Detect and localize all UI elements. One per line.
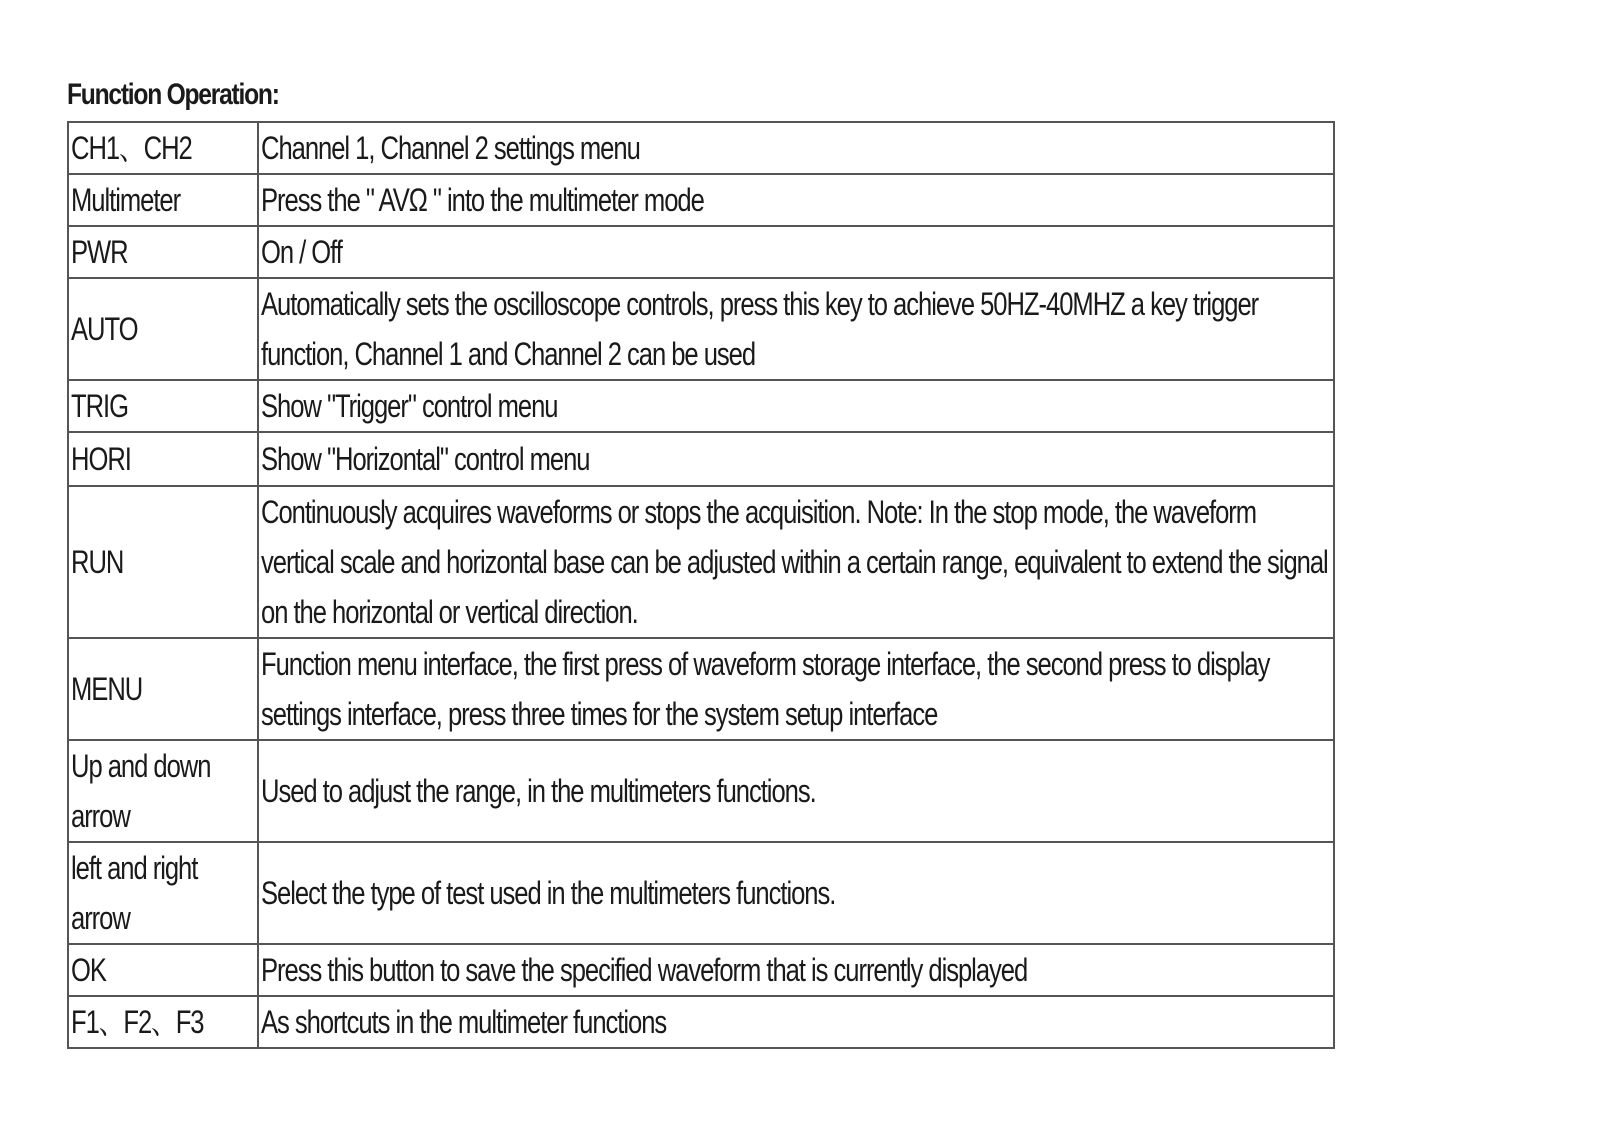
function-description: Continuously acquires waveforms or stops the acquisition. Note: In the stop mode, the waveform vertical scale and horizontal base can be adjusted within a certain range, equivalent to extend the signal on the horizontal or vertical direction. xyxy=(261,494,1328,630)
function-description: Function menu interface, the first press of waveform storage interface, the second press to display settings interface, press three times for the system setup interface xyxy=(261,646,1270,732)
function-key-cell xyxy=(68,174,258,226)
function-description-cell xyxy=(258,996,1334,1048)
function-key-cell xyxy=(68,432,258,486)
function-key: PWR xyxy=(71,234,128,270)
function-description: Used to adjust the range, in the multimeters functions. xyxy=(261,773,816,809)
table-row xyxy=(68,486,1334,638)
function-operation-table xyxy=(67,121,1335,1049)
function-description-cell xyxy=(258,842,1334,944)
function-description-cell xyxy=(258,944,1334,996)
function-key-cell xyxy=(68,996,258,1048)
function-description: On / Off xyxy=(261,234,342,270)
function-key: Multimeter xyxy=(71,182,181,218)
function-description-cell xyxy=(258,638,1334,740)
function-key-cell xyxy=(68,226,258,278)
function-description-cell xyxy=(258,432,1334,486)
function-key: TRIG xyxy=(71,388,128,424)
function-key: RUN xyxy=(71,544,124,580)
table-row xyxy=(68,842,1334,944)
function-description-cell xyxy=(258,278,1334,380)
table-row xyxy=(68,380,1334,432)
table-row xyxy=(68,432,1334,486)
document-title: Function Operation: xyxy=(67,78,279,111)
table-row xyxy=(68,944,1334,996)
function-description-cell xyxy=(258,486,1334,638)
function-operation-table-body xyxy=(68,122,1334,1048)
function-description: Show "Trigger" control menu xyxy=(261,388,558,424)
table-row xyxy=(68,996,1334,1048)
function-key: HORI xyxy=(71,441,131,477)
function-key: AUTO xyxy=(71,311,138,347)
function-description: Press this button to save the specified waveform that is currently displayed xyxy=(261,952,1028,988)
function-key-cell xyxy=(68,486,258,638)
function-key: left and right arrow xyxy=(71,850,198,936)
function-key-cell xyxy=(68,740,258,842)
function-description-cell xyxy=(258,174,1334,226)
function-description: Show "Horizontal" control menu xyxy=(261,441,590,477)
function-key-cell xyxy=(68,380,258,432)
function-description: Select the type of test used in the multimeters functions. xyxy=(261,875,836,911)
function-key-cell xyxy=(68,638,258,740)
function-key: Up and down arrow xyxy=(71,748,211,834)
function-description: Press the " AVΩ " into the multimeter mode xyxy=(261,182,704,218)
function-description: As shortcuts in the multimeter functions xyxy=(261,1004,667,1040)
function-key: OK xyxy=(71,952,106,988)
function-key: F1、F2、F3 xyxy=(71,1004,204,1040)
function-description: Channel 1, Channel 2 settings menu xyxy=(261,130,640,166)
table-row xyxy=(68,278,1334,380)
function-key-cell xyxy=(68,842,258,944)
function-key-cell xyxy=(68,944,258,996)
table-row xyxy=(68,638,1334,740)
function-key: MENU xyxy=(71,671,143,707)
function-description: Automatically sets the oscilloscope controls, press this key to achieve 50HZ-40MHZ a key trigger function, Channel 1 and Channel 2 can be used xyxy=(261,286,1259,372)
function-description-cell xyxy=(258,226,1334,278)
function-key-cell xyxy=(68,122,258,174)
function-description-cell xyxy=(258,740,1334,842)
table-row xyxy=(68,740,1334,842)
function-description-cell xyxy=(258,122,1334,174)
function-key-cell xyxy=(68,278,258,380)
table-row xyxy=(68,226,1334,278)
table-row xyxy=(68,174,1334,226)
table-row xyxy=(68,122,1334,174)
function-description-cell xyxy=(258,380,1334,432)
function-key: CH1、CH2 xyxy=(71,130,192,166)
